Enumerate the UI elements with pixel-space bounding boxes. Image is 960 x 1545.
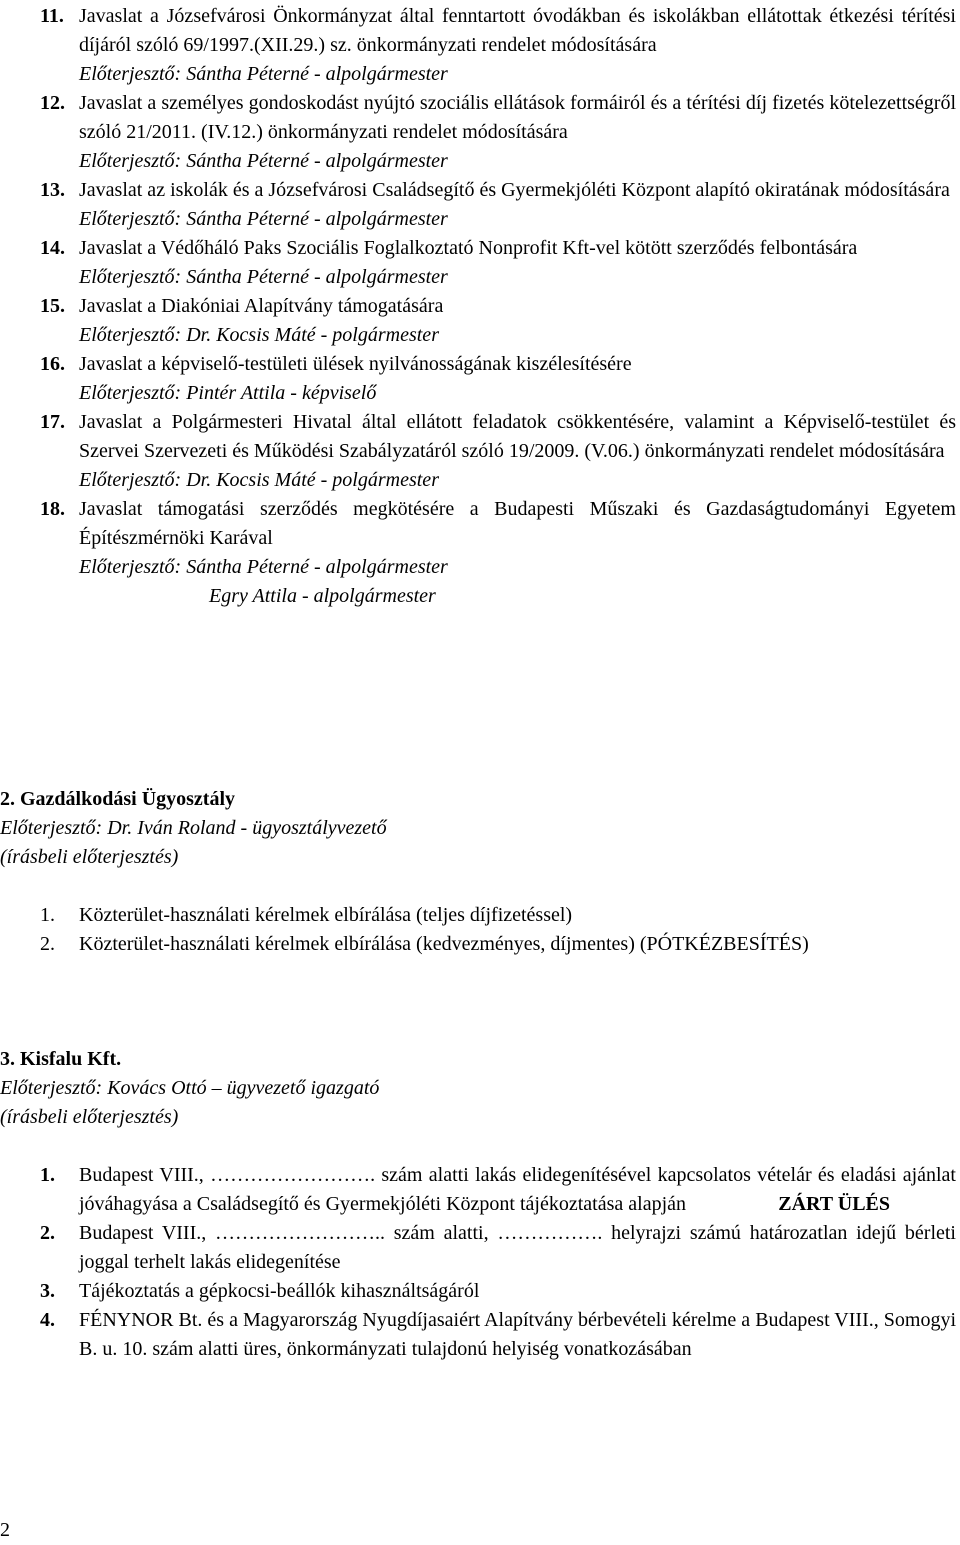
section-item-number: 4. <box>40 1309 55 1331</box>
section-presenter: Előterjesztő: Kovács Ottó – ügyvezető igazgató <box>0 1077 380 1099</box>
agenda-item-number: 18. <box>40 498 65 520</box>
section-item-number: 2. <box>40 1222 55 1244</box>
agenda-item-presenter: Előterjesztő: Sántha Péterné - alpolgármester <box>79 208 448 230</box>
section-item <box>0 930 956 959</box>
agenda-item-presenter: Előterjesztő: Dr. Kocsis Máté - polgármester <box>79 469 439 491</box>
agenda-item-title: Javaslat támogatási szerződés megkötésére a Budapesti Műszaki és Gazdaságtudományi Egyetem Építészmérnöki Karával <box>79 498 956 549</box>
agenda-item <box>40 234 956 292</box>
section-item-list <box>0 901 956 959</box>
agenda-item-presenter: Előterjesztő: Pintér Attila - képviselő <box>79 382 377 404</box>
section-item <box>0 901 956 930</box>
agenda-item-number: 14. <box>40 237 65 259</box>
agenda-item-title: Javaslat a Polgármesteri Hivatal által ellátott feladatok csökkentésére, valamint a Képviselő-testület és Szervei Szervezeti és Működési Szabályzatáról szóló 19/2009. (V.06.) önkormányzati rendelet módosítására <box>79 411 956 462</box>
agenda-item-presenter: Előterjesztő: Sántha Péterné - alpolgármester <box>79 266 448 288</box>
agenda-item-title: Javaslat a Diakóniai Alapítvány támogatására <box>79 295 444 317</box>
section-item-number: 2. <box>40 933 55 955</box>
agenda-item <box>40 495 956 611</box>
agenda-item <box>40 89 956 176</box>
agenda-item-presenter: Előterjesztő: Dr. Kocsis Máté - polgármester <box>79 324 439 346</box>
section-item-text: Budapest VIII., ……………………. szám alatti lakás elidegenítésével kapcsolatos vételár és eladási ajánlat jóváhagyása a Családsegítő és Gyermekjóléti Központ tájékoztatása alapján <box>79 1164 956 1215</box>
closed-session-label: ZÁRT ÜLÉS <box>778 1193 890 1215</box>
section-item-number: 1. <box>40 904 55 926</box>
agenda-item <box>40 350 956 408</box>
agenda-item-presenter: Előterjesztő: Sántha Péterné - alpolgármester <box>79 556 448 578</box>
section-item-number: 3. <box>40 1280 55 1302</box>
agenda-item-title: Javaslat az iskolák és a Józsefvárosi Családsegítő és Gyermekjóléti Központ alapító okiratának módosítására <box>79 179 950 201</box>
agenda-item-number: 17. <box>40 411 65 433</box>
agenda-list <box>40 2 956 611</box>
section-item-text: Tájékoztatás a gépkocsi-beállók kihasználtságáról <box>79 1280 480 1302</box>
section-note: (írásbeli előterjesztés) <box>0 1106 179 1128</box>
section-item-list <box>0 1161 956 1364</box>
agenda-item-title: Javaslat a képviselő-testületi ülések nyilvánosságának kiszélesítésére <box>79 353 632 375</box>
section-item <box>0 1219 956 1277</box>
section-gazdalkodasi-ugyosztaly <box>0 785 956 959</box>
agenda-item <box>40 176 956 234</box>
section-item-text: FÉNYNOR Bt. és a Magyarország Nyugdíjasaiért Alapítvány bérbevételi kérelme a Budapest VIII., Somogyi B. u. 10. szám alatti üres, önkormányzati tulajdonú helyiség vonatkozásában <box>79 1309 956 1360</box>
agenda-item-title: Javaslat a Védőháló Paks Szociális Foglalkoztató Nonprofit Kft-vel kötött szerződés felbontására <box>79 237 858 259</box>
agenda-item <box>40 408 956 495</box>
section-kisfalu-kft <box>0 1045 956 1364</box>
section-item-text: Közterület-használati kérelmek elbírálása (teljes díjfizetéssel) <box>79 904 573 926</box>
section-note: (írásbeli előterjesztés) <box>0 846 179 868</box>
agenda-item-title: Javaslat a személyes gondoskodást nyújtó szociális ellátások formáiról és a térítési díj fizetés kötelezettségről szóló 21/2011. (IV.12.) önkormányzati rendelet módosítására <box>79 92 956 143</box>
section-item-number: 1. <box>40 1164 55 1186</box>
agenda-item-number: 13. <box>40 179 65 201</box>
agenda-item-number: 11. <box>40 5 64 27</box>
page-number: 2 <box>0 1519 10 1541</box>
section-item <box>0 1306 956 1364</box>
agenda-item <box>40 292 956 350</box>
agenda-item-number: 15. <box>40 295 65 317</box>
agenda-item-presenter: Előterjesztő: Sántha Péterné - alpolgármester <box>79 150 448 172</box>
section-title: 3. Kisfalu Kft. <box>0 1048 122 1070</box>
agenda-item <box>40 2 956 89</box>
section-title: 2. Gazdálkodási Ügyosztály <box>0 788 236 810</box>
agenda-item-number: 16. <box>40 353 65 375</box>
agenda-item-title: Javaslat a Józsefvárosi Önkormányzat által fenntartott óvodákban és iskolákban ellátottak étkezési térítési díjáról szóló 69/1997.(XII.29.) sz. önkormányzati rendelet módosítására <box>79 5 956 56</box>
section-presenter: Előterjesztő: Dr. Iván Roland - ügyosztályvezető <box>0 817 387 839</box>
agenda-item-number: 12. <box>40 92 65 114</box>
agenda-item-second-presenter: Egry Attila - alpolgármester <box>209 585 436 607</box>
section-item-text: Budapest VIII., …………………….. szám alatti, ……………. helyrajzi számú határozatlan idejű bérleti joggal terhelt lakás elidegenítése <box>79 1222 956 1273</box>
section-item-text: Közterület-használati kérelmek elbírálása (kedvezményes, díjmentes) (PÓTKÉZBESÍTÉS) <box>79 933 809 955</box>
section-item <box>0 1161 956 1219</box>
agenda-item-presenter: Előterjesztő: Sántha Péterné - alpolgármester <box>79 63 448 85</box>
section-item <box>0 1277 956 1306</box>
